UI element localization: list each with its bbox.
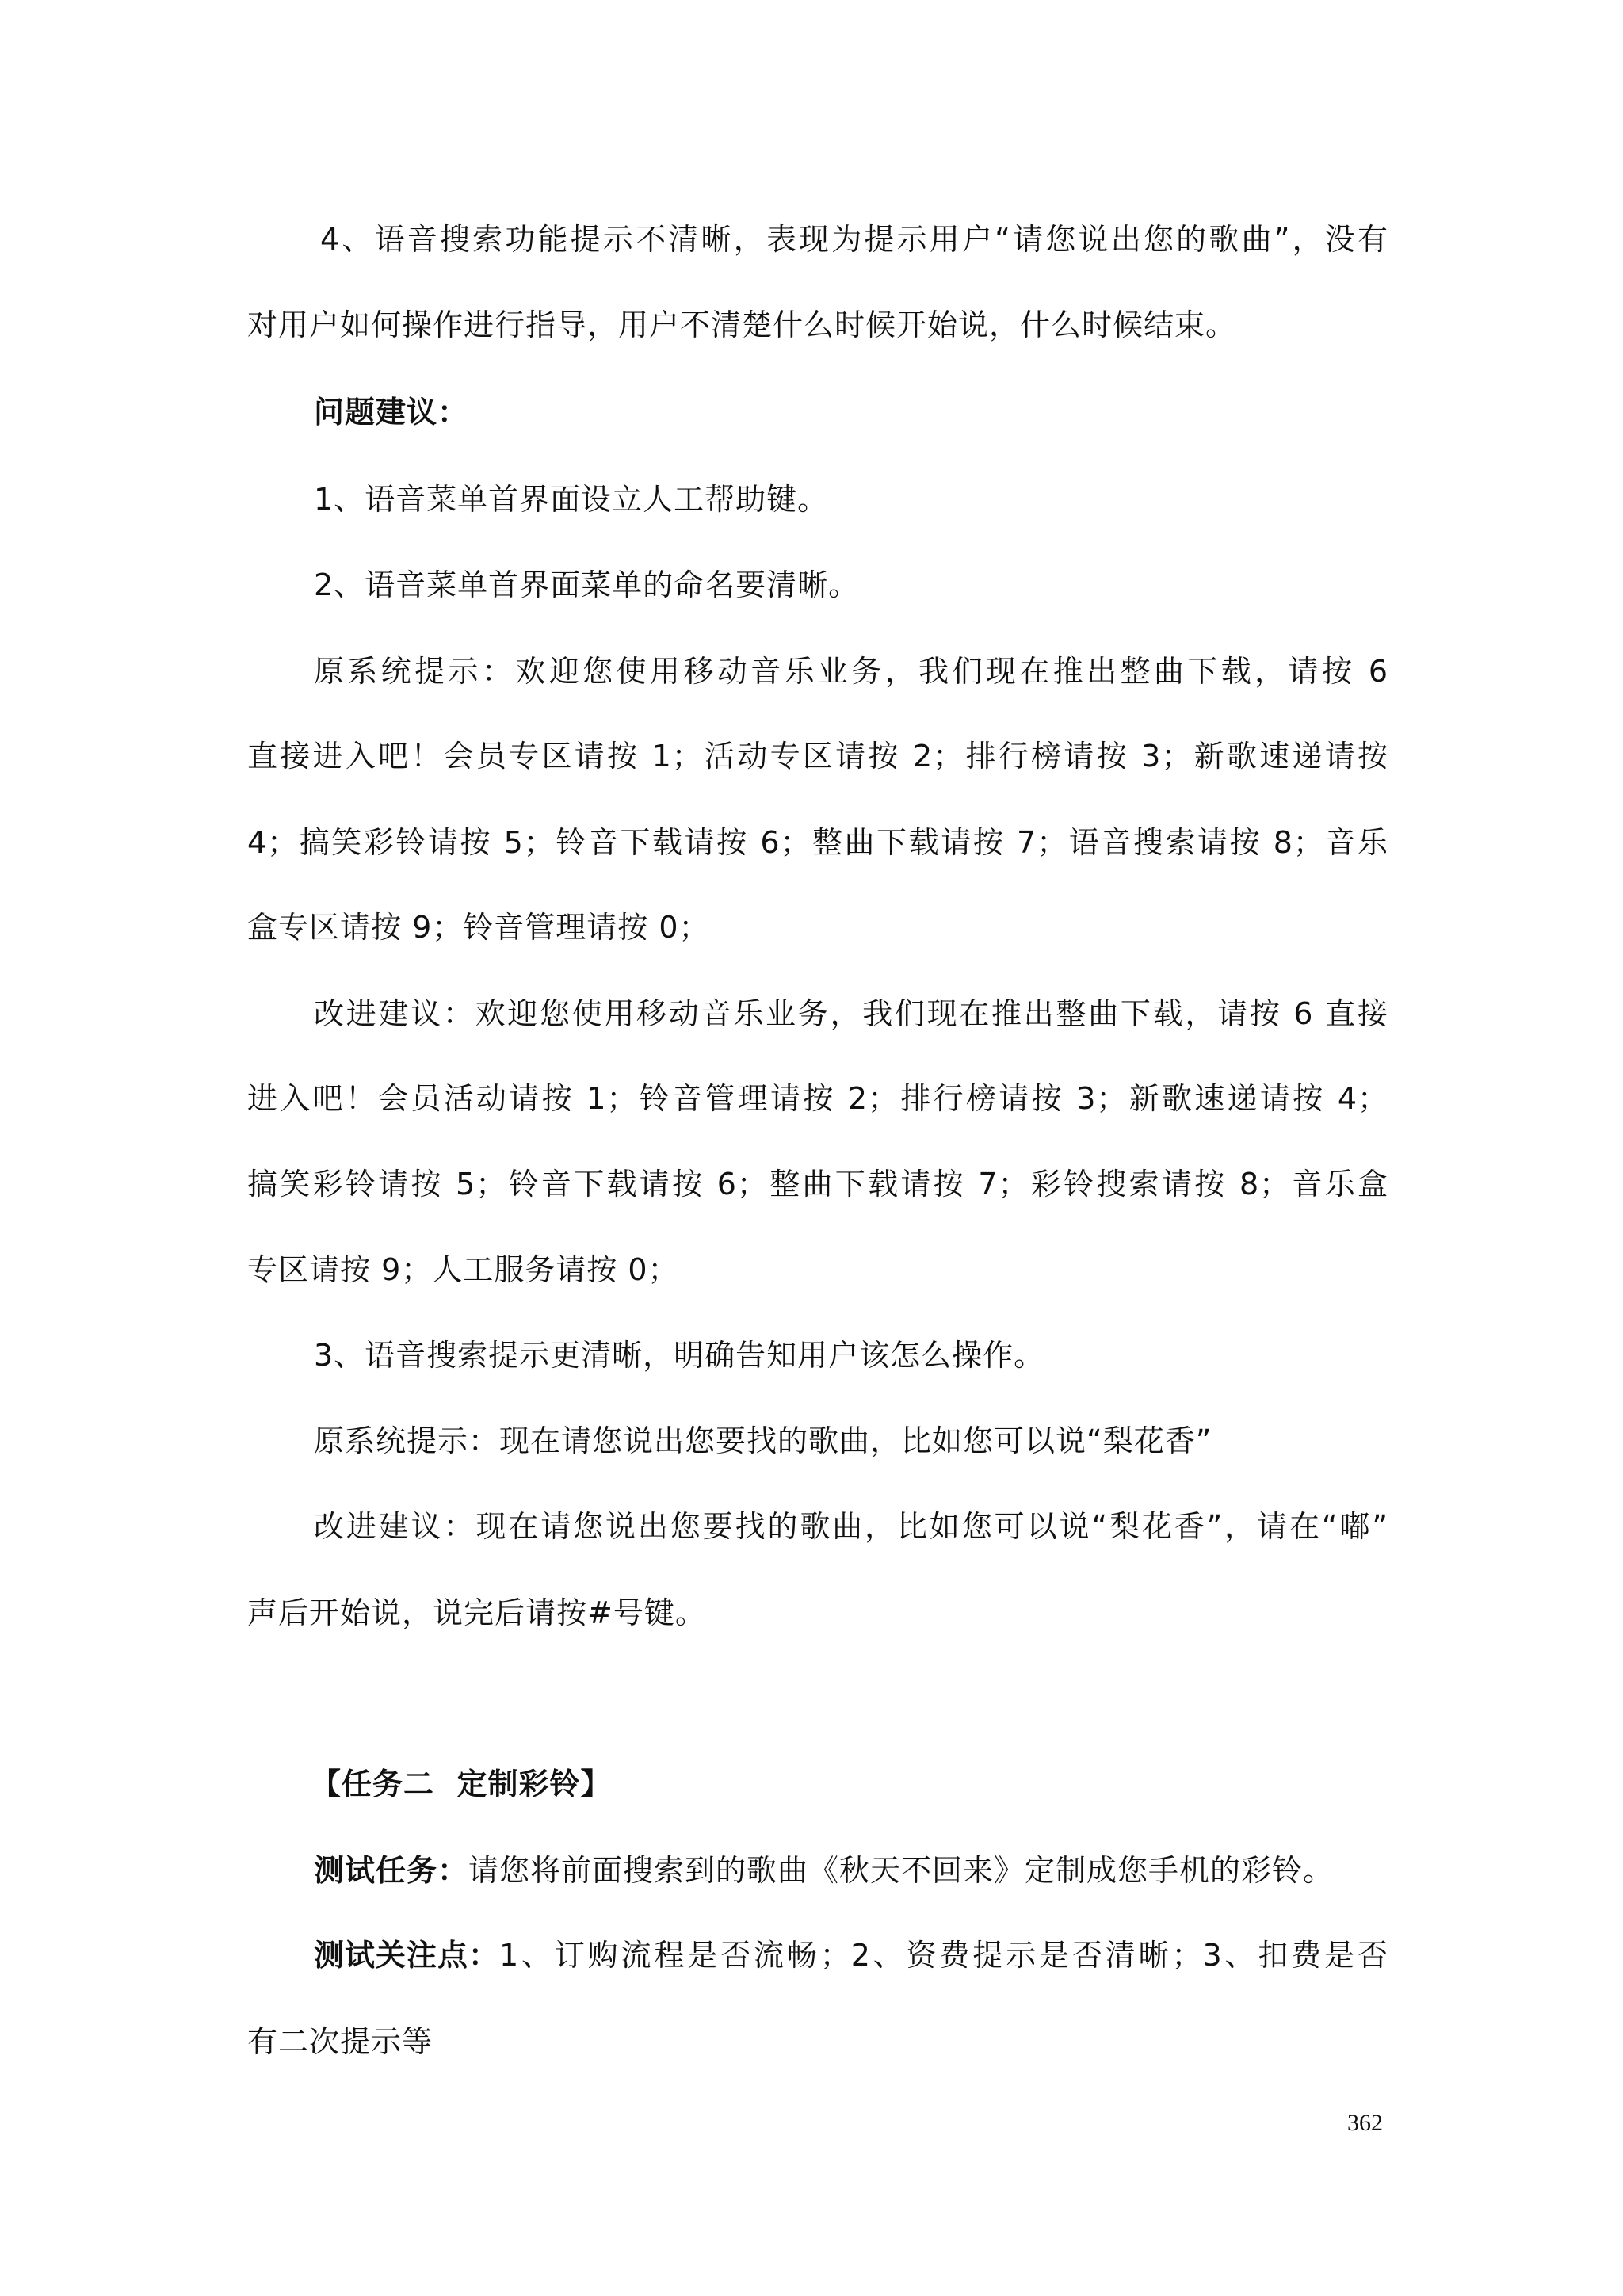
focus-text: 1、订购流程是否流畅；2、资费提示是否清晰；3、扣费是否 <box>499 1938 1388 1973</box>
paragraph-line: 改进建议：欢迎您使用移动音乐业务，我们现在推出整曲下载，请按 6 直接 <box>314 996 1388 1031</box>
task-heading: 【任务二 定制彩铃】 <box>311 1767 612 1801</box>
paragraph-line: 专区请按 9；人工服务请按 0； <box>247 1252 679 1287</box>
paragraph-line: 1、语音菜单首界面设立人工帮助键。 <box>314 482 829 517</box>
task-text: 请您将前面搜索到的歌曲《秋天不回来》定制成您手机的彩铃。 <box>468 1853 1335 1888</box>
paragraph-line <box>314 1851 1334 1890</box>
focus-label: 测试关注点： <box>314 1938 500 1973</box>
paragraph-line: 2、语音菜单首界面菜单的命名要清晰。 <box>314 567 860 602</box>
paragraph-line: 搞笑彩铃请按 5；铃音下载请按 6；整曲下载请按 7；彩铃搜索请按 8；音乐盒 <box>247 1167 1388 1201</box>
paragraph-line: 原系统提示：欢迎您使用移动音乐业务，我们现在推出整曲下载，请按 6 <box>314 654 1388 689</box>
paragraph-line: 盒专区请按 9；铃音管理请按 0； <box>247 910 710 945</box>
paragraph-line: 声后开始说，说完后请按#号键。 <box>247 1595 706 1630</box>
paragraph-line: 对用户如何操作进行指导，用户不清楚什么时候开始说，什么时候结束。 <box>247 308 1237 342</box>
paragraph-line: 有二次提示等 <box>247 2024 433 2059</box>
paragraph-line: 直接进入吧！会员专区请按 1；活动专区请按 2；排行榜请按 3；新歌速递请按 <box>247 739 1388 774</box>
paragraph-line: 改进建议：现在请您说出您要找的歌曲，比如您可以说“梨花香”，请在“嘟” <box>314 1509 1388 1544</box>
section-heading: 问题建议： <box>314 395 469 430</box>
task-label: 测试任务： <box>314 1853 469 1888</box>
paragraph-line: 3、语音搜索提示更清晰，明确告知用户该怎么操作。 <box>314 1338 1045 1373</box>
paragraph-line: 原系统提示：现在请您说出您要找的歌曲，比如您可以说“梨花香” <box>314 1423 1212 1458</box>
paragraph-line: 4、语音搜索功能提示不清晰，表现为提示用户“请您说出您的歌曲”，没有 <box>320 222 1388 257</box>
paragraph-line <box>314 1935 1388 1975</box>
paragraph-line: 4；搞笑彩铃请按 5；铃音下载请按 6；整曲下载请按 7；语音搜索请按 8；音乐 <box>247 825 1388 860</box>
paragraph-line: 进入吧！会员活动请按 1；铃音管理请按 2；排行榜请按 3；新歌速递请按 4； <box>247 1081 1388 1116</box>
page-number: 362 <box>1347 2110 1383 2136</box>
